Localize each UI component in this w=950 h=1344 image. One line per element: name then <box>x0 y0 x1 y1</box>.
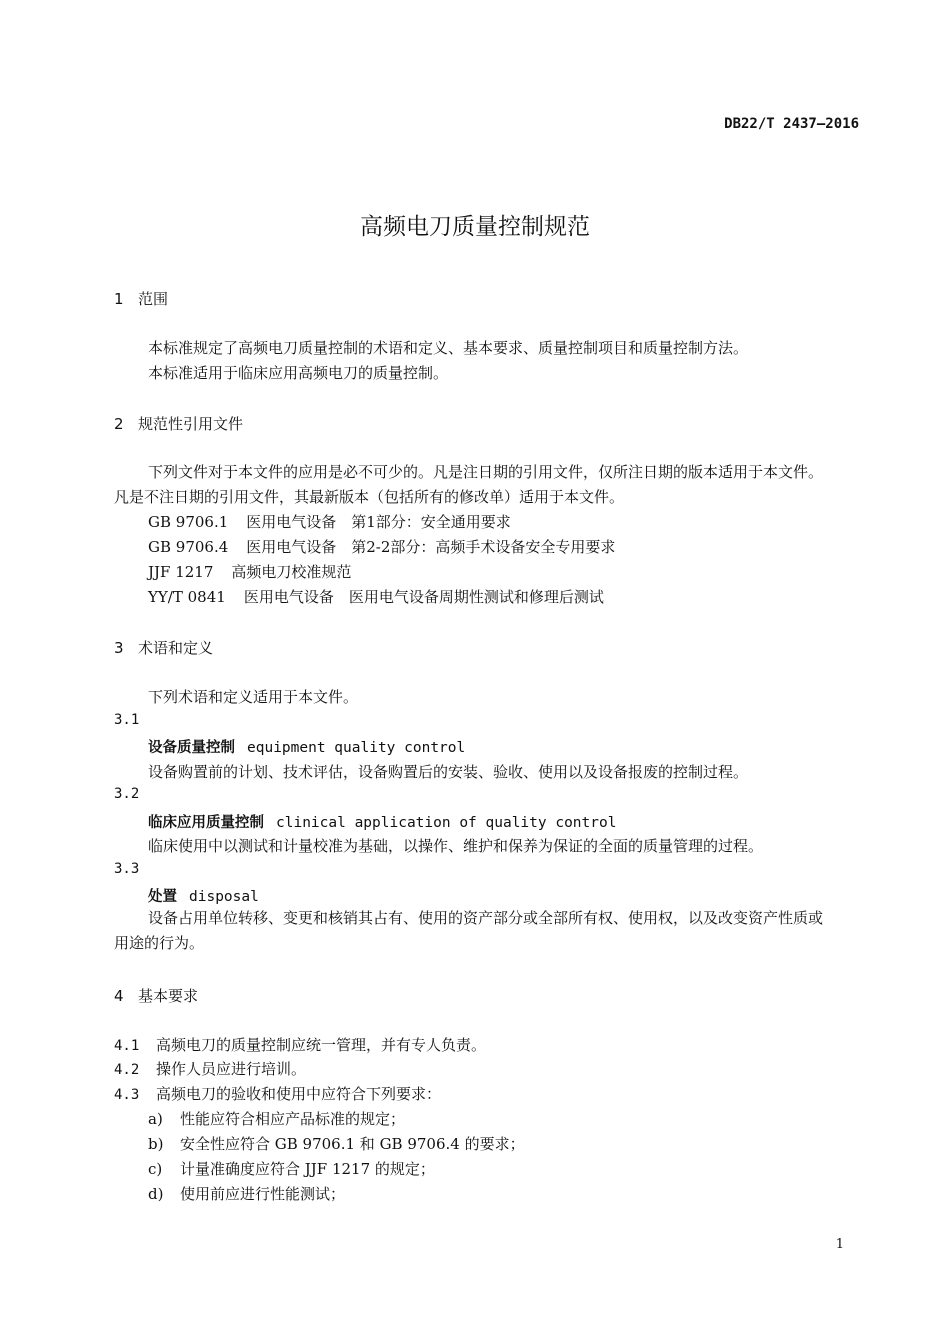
requirement-item <box>114 1034 486 1055</box>
reference-code: JJF 1217 <box>148 563 214 581</box>
reference-item <box>148 586 604 607</box>
section-number: 3 <box>114 639 124 657</box>
reference-code: GB 9706.4 <box>148 538 229 556</box>
term-chinese: 设备质量控制 <box>148 740 235 756</box>
term-definition: 临床使用中以测试和计量校准为基础，以操作、维护和保养为保证的全面的质量管理的过程。 <box>148 837 764 855</box>
references-intro: 下列文件对于本文件的应用是必不可少的。凡是注日期的引用文件，仅所注日期的版本适用于本文件。凡是不注日期的引用文件，其最新版本（包括所有的修改单）适用于本文件。 <box>114 463 824 506</box>
page-number: 1 <box>835 1237 844 1252</box>
section-title: 术语和定义 <box>138 639 214 657</box>
scope-paragraph-2: 本标准适用于临床应用高频电刀的质量控制。 <box>148 364 449 382</box>
term-chinese: 处置 <box>148 889 177 905</box>
term-heading <box>148 736 465 757</box>
list-label: b) <box>148 1135 164 1153</box>
list-label: a) <box>148 1110 163 1128</box>
section-1-heading <box>114 288 168 309</box>
requirement-text: 操作人员应进行培训。 <box>156 1060 307 1078</box>
requirement-text: 高频电刀的质量控制应统一管理，并有专人负责。 <box>156 1036 487 1054</box>
section-4-heading <box>114 985 198 1006</box>
list-text: 安全性应符合 GB 9706.1 和 GB 9706.4 的要求； <box>180 1135 525 1153</box>
reference-item <box>148 561 351 582</box>
reference-title: 医用电气设备 医用电气设备周期性测试和修理后测试 <box>243 588 604 606</box>
requirement-number: 4.3 <box>114 1087 140 1103</box>
list-text: 使用前应进行性能测试； <box>180 1185 346 1203</box>
terms-intro: 下列术语和定义适用于本文件。 <box>148 688 359 706</box>
term-english: equipment quality control <box>247 740 466 756</box>
requirement-item <box>114 1083 441 1104</box>
reference-title: 高频电刀校准规范 <box>231 563 352 581</box>
section-3-heading <box>114 637 213 658</box>
list-text: 性能应符合相应产品标准的规定； <box>180 1110 406 1128</box>
section-title: 规范性引用文件 <box>138 415 244 433</box>
section-title: 基本要求 <box>138 987 199 1005</box>
section-number: 2 <box>114 415 124 433</box>
reference-item <box>148 536 615 557</box>
section-number: 4 <box>114 987 124 1005</box>
requirement-number: 4.2 <box>114 1062 140 1078</box>
requirement-text: 高频电刀的验收和使用中应符合下列要求： <box>156 1085 442 1103</box>
list-item <box>148 1108 405 1129</box>
term-definition: 设备占用单位转移、变更和核销其占有、使用的资产部分或全部所有权、使用权，以及改变资产性质或用途的行为。 <box>114 909 824 952</box>
list-label: d) <box>148 1185 164 1203</box>
page-title: 高频电刀质量控制规范 <box>360 214 590 240</box>
list-item <box>148 1133 525 1154</box>
term-number: 3.1 <box>114 712 140 728</box>
section-2-heading <box>114 413 243 434</box>
list-text: 计量准确度应符合 JJF 1217 的规定； <box>180 1160 435 1178</box>
term-chinese: 临床应用质量控制 <box>148 815 264 831</box>
reference-code: YY/T 0841 <box>148 588 226 606</box>
term-heading <box>148 811 616 832</box>
term-definition: 设备购置前的计划、技术评估，设备购置后的安装、验收、使用以及设备报废的控制过程。 <box>148 763 749 781</box>
reference-title: 医用电气设备 第1部分：安全通用要求 <box>246 513 511 531</box>
term-number: 3.2 <box>114 786 140 802</box>
term-english: disposal <box>189 889 259 905</box>
reference-code: GB 9706.1 <box>148 513 229 531</box>
scope-paragraph-1: 本标准规定了高频电刀质量控制的术语和定义、基本要求、质量控制项目和质量控制方法。 <box>148 339 749 357</box>
document-number: DB22/T 2437—2016 <box>724 116 859 132</box>
requirement-item <box>114 1058 306 1079</box>
list-label: c) <box>148 1160 163 1178</box>
list-item <box>148 1158 435 1179</box>
term-heading <box>148 885 259 906</box>
section-title: 范围 <box>138 290 169 308</box>
requirement-number: 4.1 <box>114 1038 140 1054</box>
reference-title: 医用电气设备 第2-2部分：高频手术设备安全专用要求 <box>246 538 616 556</box>
list-item <box>148 1183 345 1204</box>
term-english: clinical application of quality control <box>276 815 617 831</box>
term-number: 3.3 <box>114 861 140 877</box>
reference-item <box>148 511 511 532</box>
section-number: 1 <box>114 290 124 308</box>
